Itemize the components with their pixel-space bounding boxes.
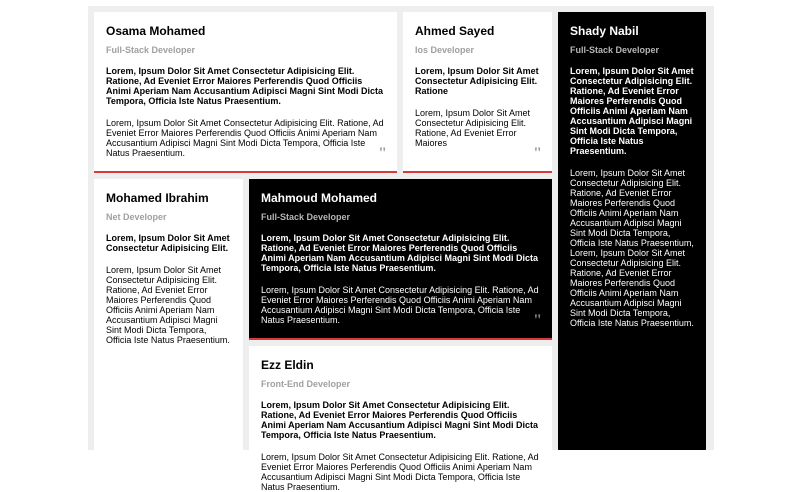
- card-name: Osama Mohamed: [106, 24, 206, 38]
- card-highlight-text: Lorem, Ipsum Dolor Sit Amet Consectetur Adipisicing Elit.: [106, 233, 230, 253]
- quote-mark-icon: ": [533, 312, 542, 329]
- card-highlight-text: Lorem, Ipsum Dolor Sit Amet Consectetur Adipisicing Elit. Ratione, Ad Eveniet Error Maiores Perferendis Quod Officiis Animi Aperiam Nam Accusantium Adipisci Magni Sint Modi Dicta Tempora, Officia Iste Natus Praesentium.: [106, 66, 384, 106]
- card-body-text: Lorem, Ipsum Dolor Sit Amet Consectetur Adipisicing Elit. Ratione, Ad Eveniet Error Maiores Perferendis Quod Officiis Animi Aperiam Nam Accusantium Adipisci Magni Sint Modi Dicta Tempora, Officia Iste Natus Praesentium.: [106, 118, 384, 158]
- quote-mark-icon: ": [533, 145, 542, 162]
- card-body-text: Lorem, Ipsum Dolor Sit Amet Consectetur Adipisicing Elit. Ratione, Ad Eveniet Error Maiores Perferendis Quod Officiis Animi Aperiam Nam Accusantium Adipisci Magni Sint Modi Dicta Tempora, Officia Iste Natus Praesentium.: [261, 452, 539, 492]
- card-name: Ahmed Sayed: [415, 24, 495, 38]
- card-role: Full-Stack Developer: [261, 212, 351, 222]
- quote-mark-icon: ": [378, 145, 387, 162]
- card-highlight-text: Lorem, Ipsum Dolor Sit Amet Consectetur Adipisicing Elit. Ratione, Ad Eveniet Error Maiores Perferendis Quod Officiis Animi Aperiam Nam Accusantium Adipisci Magni Sint Modi Dicta Tempora, Officia Iste Natus Praesentium.: [261, 233, 539, 273]
- card-highlight-text: Lorem, Ipsum Dolor Sit Amet Consectetur Adipisicing Elit. Ratione, Ad Eveniet Error Maiores Perferendis Quod Officiis Animi Aperiam Nam Accusantium Adipisci Magni Sint Modi Dicta Tempora, Officia Iste Natus Praesentium.: [261, 400, 539, 440]
- card-highlight-text: Lorem, Ipsum Dolor Sit Amet Consectetur Adipisicing Elit. Ratione: [415, 66, 539, 96]
- testimonial-card-shady-nabil: [558, 12, 706, 450]
- card-role: Ios Developer: [415, 45, 475, 55]
- card-name: Mahmoud Mohamed: [261, 191, 377, 205]
- testimonial-card-ahmed-sayed: [403, 12, 552, 173]
- testimonial-card-osama-mohamed: [94, 12, 397, 173]
- card-body-text: Lorem, Ipsum Dolor Sit Amet Consectetur Adipisicing Elit. Ratione, Ad Eveniet Error Maiores: [415, 108, 531, 148]
- card-role: Front-End Developer: [261, 379, 351, 389]
- card-name: Ezz Eldin: [261, 358, 314, 372]
- card-body-text: Lorem, Ipsum Dolor Sit Amet Consectetur Adipisicing Elit. Ratione, Ad Eveniet Error Maiores Perferendis Quod Officiis Animi Aperiam Nam Accusantium Adipisci Magni Sint Modi Dicta Tempora, Officia Iste Natus Praesentium.: [261, 285, 539, 325]
- card-body-text: Lorem, Ipsum Dolor Sit Amet Consectetur Adipisicing Elit. Ratione, Ad Eveniet Error Maiores Perferendis Quod Officiis Animi Aperiam Nam Accusantium Adipisci Magni Sint Modi Dicta Tempora, Officia Iste Natus Praesentium.: [106, 265, 230, 345]
- card-name: Shady Nabil: [570, 24, 639, 38]
- card-role: Net Developer: [106, 212, 167, 222]
- card-role: Full-Stack Developer: [570, 45, 660, 55]
- card-name: Mohamed Ibrahim: [106, 191, 209, 205]
- card-highlight-text: Lorem, Ipsum Dolor Sit Amet Consectetur Adipisicing Elit. Ratione, Ad Eveniet Error Maiores Perferendis Quod Officiis Animi Aperiam Nam Accusantium Adipisci Magni Sint Modi Dicta Tempora, Officia Iste Natus Praesentium.: [570, 66, 694, 156]
- card-body-text: Lorem, Ipsum Dolor Sit Amet Consectetur Adipisicing Elit. Ratione, Ad Eveniet Error Maiores Perferendis Quod Officiis Animi Aperiam Nam Accusantium Adipisci Magni Sint Modi Dicta Tempora, Officia Iste Natus Praesentium, Lorem, Ipsum Dolor Sit Amet Consectetur Adipisicing Elit. Ratione, Ad Eveniet Error Maiores Perferendis Quod Officiis Animi Aperiam Nam Accusantium Adipisci Magni Sint Modi Dicta Tempora, Officia Iste Natus Praesentium.: [570, 168, 694, 328]
- testimonial-card-mahmoud-mohamed: [249, 179, 552, 340]
- card-role: Full-Stack Developer: [106, 45, 196, 55]
- testimonial-card-mohamed-ibrahim: [94, 179, 243, 450]
- testimonial-card-ezz-eldin: [249, 346, 552, 492]
